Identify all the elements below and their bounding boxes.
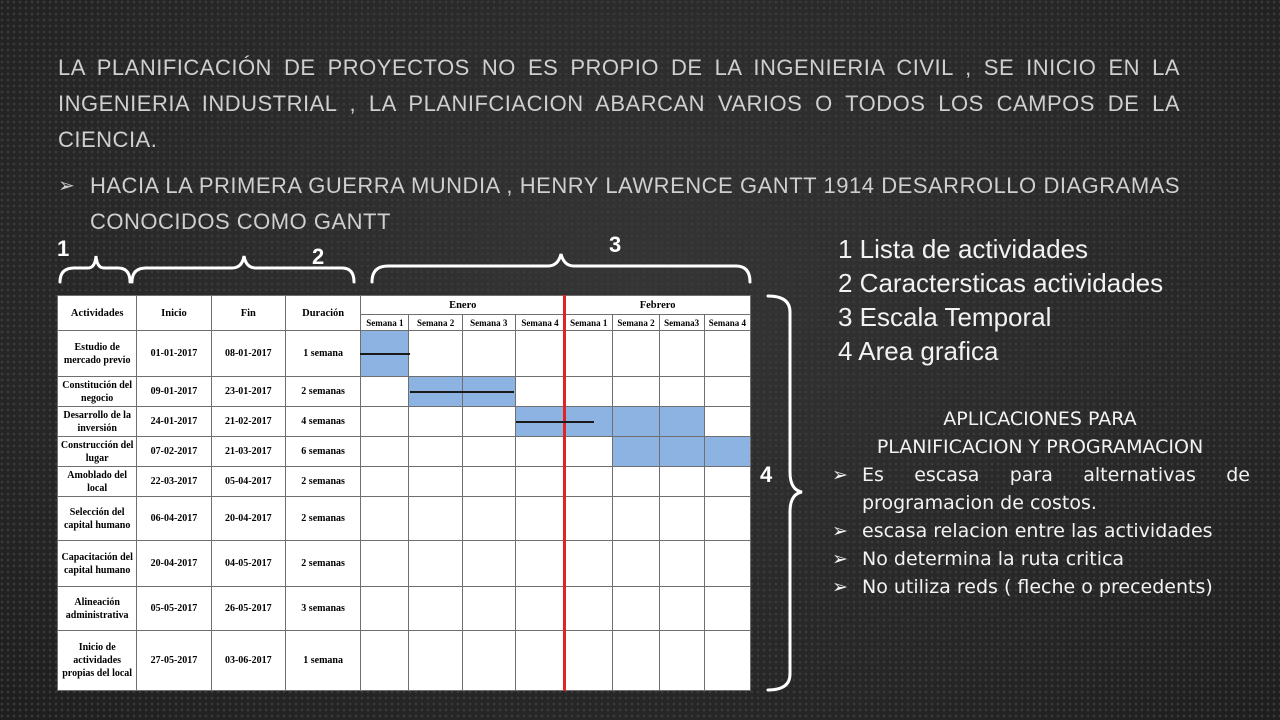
gantt-empty-cell [659,331,704,377]
duration-cell: 1 semana [285,631,360,691]
gantt-empty-cell [462,587,515,631]
activity-cell: Constitución del negocio [58,377,137,407]
list-item: ➢ No utiliza reds ( fleche o precedents) [830,573,1250,601]
start-date-cell: 20-04-2017 [137,541,211,587]
marker-1: 1 [57,236,70,261]
gantt-empty-cell [361,587,409,631]
gantt-empty-cell [659,377,704,407]
start-date-cell: 06-04-2017 [137,497,211,541]
gantt-bar-cell [613,407,659,437]
gantt-empty-cell [409,467,462,497]
table-row [58,437,751,467]
duration-cell: 3 semanas [285,587,360,631]
week-header: Semana 2 [613,315,659,331]
gantt-empty-cell [409,497,462,541]
gantt-empty-cell [704,331,750,377]
gantt-empty-cell [659,587,704,631]
brace-4 [768,296,802,690]
duration-cell: 1 semana [285,331,360,377]
end-date-cell: 08-01-2017 [211,331,285,377]
end-date-cell: 26-05-2017 [211,587,285,631]
table-row [58,631,751,691]
legend-item: 4 Area grafica [838,336,999,366]
gantt-empty-cell [704,377,750,407]
progress-line [516,421,594,423]
gantt-empty-cell [565,497,613,541]
header-duration: Duración [285,296,360,331]
legend-list [838,232,1258,368]
activity-cell: Estudio de mercado previo [58,331,137,377]
brace-3 [372,254,750,282]
gantt-empty-cell [613,497,659,541]
start-date-cell: 22-03-2017 [137,467,211,497]
gantt-empty-cell [462,407,515,437]
gantt-empty-cell [462,541,515,587]
duration-cell: 4 semanas [285,407,360,437]
activity-cell: Construcción del lugar [58,437,137,467]
gantt-empty-cell [704,497,750,541]
gantt-empty-cell [361,407,409,437]
table-row [58,467,751,497]
progress-line [410,391,514,393]
start-date-cell: 27-05-2017 [137,631,211,691]
gantt-empty-cell [515,587,564,631]
heading-paragraph-2: HACIA LA PRIMERA GUERRA MUNDIA , HENRY LAWRENCE GANTT 1914 DESARROLLO DIAGRAMAS CONOCIDOS COMO GANTT [90,173,1180,234]
gantt-empty-cell [409,437,462,467]
gantt-empty-cell [659,541,704,587]
gantt-empty-cell [659,631,704,691]
table-row [58,407,751,437]
gantt-empty-cell [409,587,462,631]
gantt-empty-cell [565,467,613,497]
list-item: ➢ No determina la ruta critica [830,545,1250,573]
gantt-empty-cell [515,467,564,497]
applications-list [830,461,1250,601]
duration-cell: 2 semanas [285,467,360,497]
marker-2: 2 [312,244,325,269]
gantt-empty-cell [361,377,409,407]
legend-item: 3 Escala Temporal [838,302,1052,332]
activity-cell: Amoblado del local [58,467,137,497]
gantt-empty-cell [565,631,613,691]
table-row [58,587,751,631]
end-date-cell: 23-01-2017 [211,377,285,407]
end-date-cell: 05-04-2017 [211,467,285,497]
gantt-empty-cell [565,331,613,377]
current-date-line [563,295,566,691]
gantt-empty-cell [613,587,659,631]
gantt-empty-cell [565,377,613,407]
gantt-empty-cell [613,467,659,497]
gantt-empty-cell [515,497,564,541]
gantt-empty-cell [659,497,704,541]
gantt-empty-cell [515,437,564,467]
gantt-bar-cell [613,437,659,467]
gantt-empty-cell [515,631,564,691]
gantt-empty-cell [515,331,564,377]
gantt-empty-cell [565,541,613,587]
gantt-empty-cell [462,497,515,541]
start-date-cell: 01-01-2017 [137,331,211,377]
arrow-bullet-icon: ➢ [832,576,848,598]
gantt-empty-cell [361,497,409,541]
week-header: Semana 4 [515,315,564,331]
gantt-empty-cell [704,407,750,437]
gantt-empty-cell [565,437,613,467]
gantt-empty-cell [613,331,659,377]
gantt-empty-cell [361,631,409,691]
list-item: ➢ escasa relacion entre las actividades [830,517,1250,545]
table-row [58,541,751,587]
end-date-cell: 03-06-2017 [211,631,285,691]
week-header: Semana3 [659,315,704,331]
gantt-empty-cell [409,541,462,587]
table-row [58,377,751,407]
start-date-cell: 05-05-2017 [137,587,211,631]
week-header: Semana 1 [361,315,409,331]
list-item: ➢ Es escasa para alternativas de programacion de costos. [830,461,1250,517]
legend-item: 2 Caractersticas actividades [838,268,1164,298]
end-date-cell: 21-02-2017 [211,407,285,437]
gantt-empty-cell [409,631,462,691]
applications-title-line-1: APLICACIONES PARA [943,408,1137,430]
activity-cell: Alineación administrativa [58,587,137,631]
header-month-febrero: Febrero [565,296,751,315]
header-activities: Actividades [58,296,137,331]
header-end: Fin [211,296,285,331]
arrow-bullet-icon: ➢ [58,175,76,197]
heading-paragraph-1: LA PLANIFICACIÓN DE PROYECTOS NO ES PROPIO DE LA INGENIERIA CIVIL , SE INICIO EN LA INGENIERIA INDUSTRIAL , LA PLANIFCIACION ABARCAN VARIOS O TODOS LOS CAMPOS DE LA CIENCIA. [58,55,1180,152]
gantt-bar-cell [659,407,704,437]
gantt-empty-cell [462,437,515,467]
gantt-empty-cell [704,631,750,691]
brace-1 [60,256,130,282]
gantt-bar-cell [704,437,750,467]
start-date-cell: 09-01-2017 [137,377,211,407]
marker-3: 3 [609,232,622,257]
slide-heading [58,50,1180,240]
duration-cell: 2 semanas [285,541,360,587]
activity-cell: Inicio de actividades propias del local [58,631,137,691]
end-date-cell: 20-04-2017 [211,497,285,541]
start-date-cell: 07-02-2017 [137,437,211,467]
duration-cell: 2 semanas [285,497,360,541]
gantt-empty-cell [361,467,409,497]
progress-line [360,353,410,355]
duration-cell: 6 semanas [285,437,360,467]
gantt-bar-cell [659,437,704,467]
gantt-empty-cell [704,587,750,631]
end-date-cell: 04-05-2017 [211,541,285,587]
gantt-empty-cell [659,467,704,497]
table-row [58,497,751,541]
gantt-empty-cell [565,587,613,631]
week-header: Semana 1 [565,315,613,331]
arrow-bullet-icon: ➢ [832,548,848,570]
week-header: Semana 3 [462,315,515,331]
gantt-empty-cell [613,541,659,587]
week-header: Semana 2 [409,315,462,331]
start-date-cell: 24-01-2017 [137,407,211,437]
gantt-empty-cell [462,331,515,377]
gantt-empty-cell [462,467,515,497]
duration-cell: 2 semanas [285,377,360,407]
activity-cell: Desarrollo de la inversión [58,407,137,437]
activity-cell: Capacitación del capital humano [58,541,137,587]
gantt-empty-cell [515,377,564,407]
gantt-empty-cell [361,541,409,587]
gantt-empty-cell [409,331,462,377]
activity-cell: Selección del capital humano [58,497,137,541]
arrow-bullet-icon: ➢ [832,464,848,486]
gantt-empty-cell [613,631,659,691]
applications-section [830,405,1250,601]
gantt-empty-cell [704,467,750,497]
gantt-empty-cell [361,437,409,467]
heading-bullet [58,168,1180,240]
marker-4: 4 [760,462,773,487]
gantt-empty-cell [704,541,750,587]
header-month-enero: Enero [361,296,565,315]
header-start: Inicio [137,296,211,331]
week-header: Semana 4 [704,315,750,331]
arrow-bullet-icon: ➢ [832,520,848,542]
gantt-empty-cell [462,631,515,691]
legend-item: 1 Lista de actividades [838,234,1089,264]
end-date-cell: 21-03-2017 [211,437,285,467]
gantt-empty-cell [613,377,659,407]
gantt-empty-cell [409,407,462,437]
gantt-empty-cell [515,541,564,587]
applications-title-line-2: PLANIFICACION Y PROGRAMACION [876,436,1204,458]
